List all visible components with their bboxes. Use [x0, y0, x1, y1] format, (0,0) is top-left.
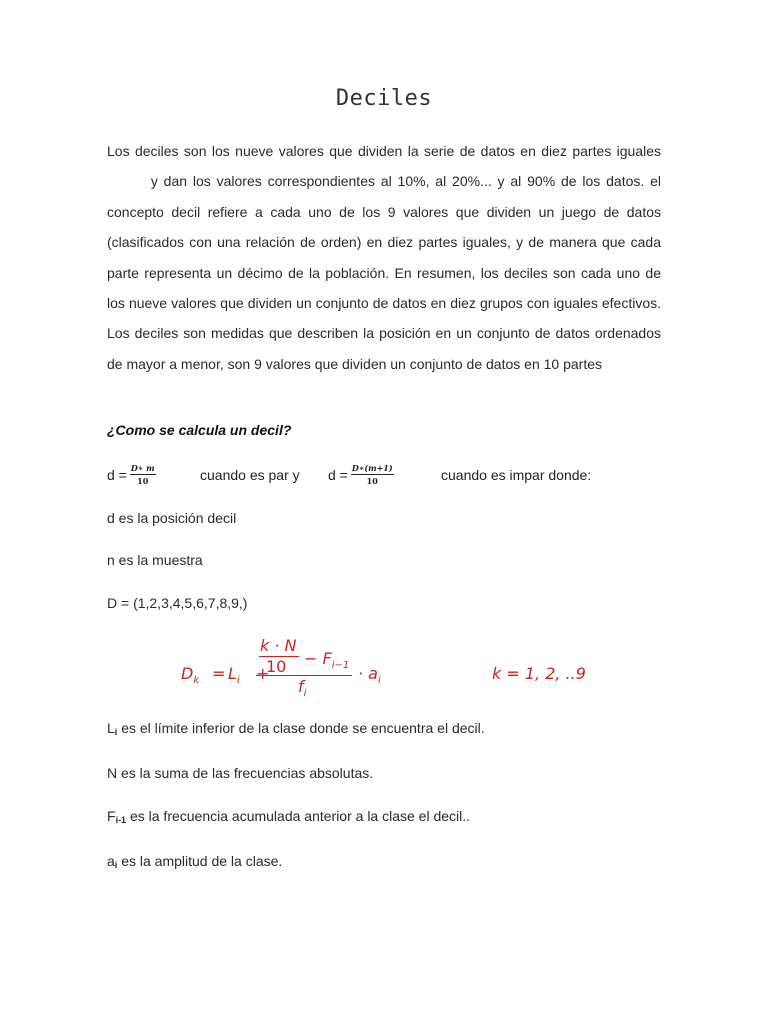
odd-label: cuando es impar donde: [441, 467, 592, 483]
note-N: N es la suma de las frecuencias absolutas. [107, 765, 374, 781]
odd-formula [328, 456, 394, 494]
even-denominator: 10 [137, 476, 149, 486]
formula-a: · $a_i$ [358, 664, 381, 686]
formula-k-range: k = 1, 2, ..9 [492, 664, 586, 683]
formula-kN: k · N [260, 636, 297, 655]
formula-10: 10 [266, 657, 287, 676]
odd-numerator: D∗(m+1) [351, 463, 393, 473]
decile-formula [178, 632, 598, 704]
formula-main-bar [256, 675, 352, 676]
section-heading: ¿Como se calcula un decil? [107, 422, 292, 438]
paragraph-part-1: Los deciles son los nueve valores que dividen la serie de datos en diez partes iguales [107, 143, 661, 159]
formula-minus-F: − $F_{i-1}$ [304, 649, 350, 671]
formula-lhs: $D_k$ [181, 664, 200, 686]
paragraph-part-2: y dan los valores correspondientes al 10%, al 20%... y al 90% de los datos. el concepto decil refiere a cada uno de los 9 valores que dividen un juego de datos (clasificados con una relación de orden) en diez partes iguales, y de manera que cada parte representa un décimo de la población. En resumen, los deciles son cada uno de los nueve valores que dividen un conjunto de datos en diez grupos con iguales efectivos. Los deciles son medidas que describen la posición en un conjunto de datos ordenados de mayor a menor, son 9 valores que dividen un conjunto de datos en 10 partes [107, 173, 661, 372]
even-formula [107, 456, 156, 494]
def-d: d es la posición decil [107, 510, 237, 526]
odd-denominator: 10 [366, 476, 378, 486]
note-ai: $a_i$ es la amplitud de la clase. [107, 853, 283, 870]
odd-formula-prefix: d = [328, 467, 348, 483]
decil-position-formulas [107, 456, 667, 494]
def-n: n es la muestra [107, 552, 203, 568]
note-Fi: $F_{i-1}$ es la frecuencia acumulada anterior a la clase el decil.. [107, 808, 471, 825]
formula-eq: = [212, 664, 226, 683]
intro-paragraph [107, 136, 661, 379]
formula-f: $f_i$ [298, 677, 307, 699]
formula-plus: + [256, 664, 270, 683]
formula-L: $L_i$ [228, 664, 240, 686]
even-fraction [130, 463, 156, 487]
even-label: cuando es par y [200, 467, 300, 483]
page-title: Deciles [335, 86, 433, 111]
even-formula-prefix: d = [107, 467, 127, 483]
def-D: D = (1,2,3,4,5,6,7,8,9,) [107, 595, 248, 611]
odd-fraction [351, 463, 394, 487]
even-numerator: D∗ m [130, 463, 155, 473]
note-Li: $L_i$ es el límite inferior de la clase donde se encuentra el decil. [107, 720, 485, 737]
